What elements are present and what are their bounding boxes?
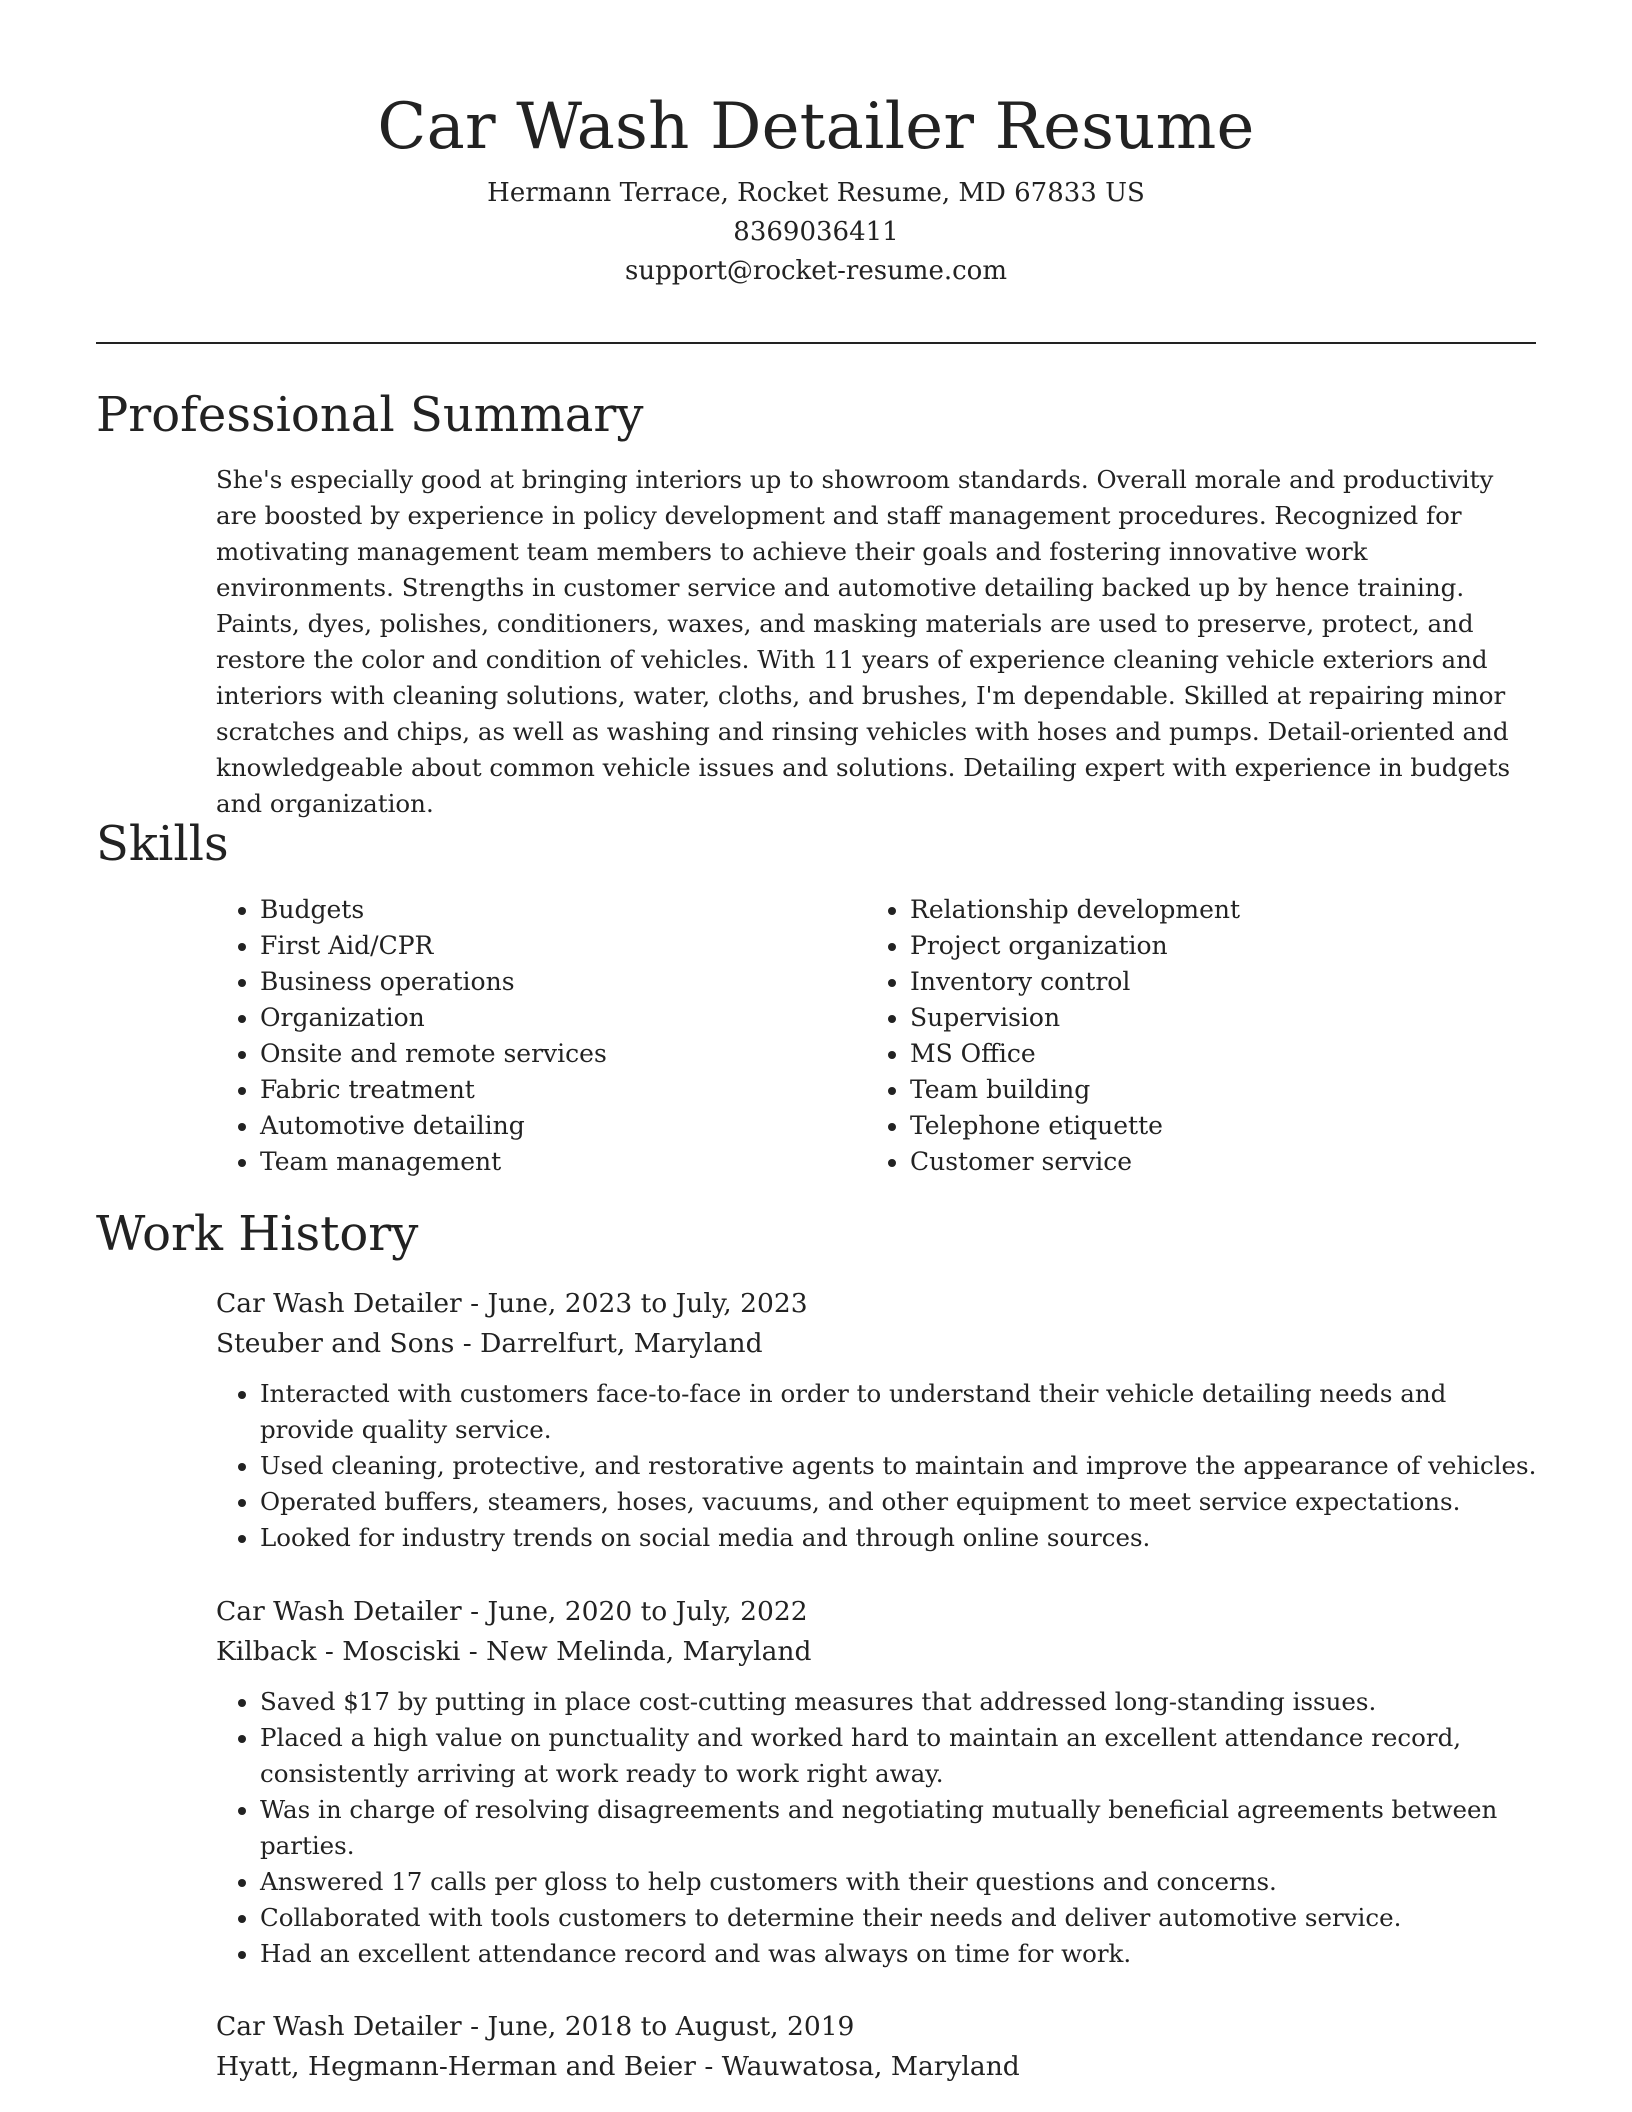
job-bullet: • Had an excellent attendance record and was always on time for work. (260, 1936, 1546, 1972)
job-bullet: • Used cleaning, protective, and restorative agents to maintain and improve the appearance of vehicles. (260, 1448, 1546, 1484)
job-bullet: • Was in charge of resolving disagreements and negotiating mutually beneficial agreements between parties. (260, 1792, 1546, 1864)
skill-item: • First Aid/CPR (260, 928, 607, 964)
job-bullet-list (216, 1684, 1546, 1972)
skill-item: • Customer service (910, 1144, 1240, 1180)
contact-info (0, 174, 1632, 291)
skill-item: • Relationship development (910, 892, 1240, 928)
header-divider (96, 342, 1536, 344)
job-entry (216, 1592, 1546, 1972)
contact-address: Hermann Terrace, Rocket Resume, MD 67833 US (487, 178, 1145, 208)
summary-text: She's especially good at bringing interiors up to showroom standards. Overall morale and productivity are boosted by experience in policy development and staff management procedures. Recognized for motivating management team members to achieve their goals and fostering innovative work environments. Strengths in customer service and automotive detailing backed up by hence training. Paints, dyes, polishes, conditioners, waxes, and masking materials are used to preserve, protect, and restore the color and condition of vehicles. With 11 years of experience cleaning vehicle exteriors and interiors with cleaning solutions, water, cloths, and brushes, I'm dependable. Skilled at repairing minor scratches and chips, as well as washing and rinsing vehicles with hoses and pumps. Detail-oriented and knowledgeable about common vehicle issues and solutions. Detailing expert with experience in budgets and organization. (216, 465, 1511, 818)
resume-title: Car Wash Detailer Resume (377, 90, 1255, 164)
job-bullet: • Placed a high value on punctuality and worked hard to maintain an excellent attendance record, consistently arriving at work ready to work right away. (260, 1720, 1546, 1792)
resume-header (0, 82, 1632, 291)
job-entry (216, 1284, 1546, 1556)
skill-item: • Business operations (260, 964, 607, 1000)
skill-item: • Supervision (910, 1000, 1240, 1036)
skill-item: • Budgets (260, 892, 607, 928)
section-heading-summary: Professional Summary (96, 387, 644, 443)
skill-item: • Onsite and remote services (260, 1036, 607, 1072)
job-title-line: Car Wash Detailer - June, 2018 to August, 2019 (216, 2011, 855, 2042)
contact-phone: 8369036411 (733, 217, 899, 247)
skill-item: • Project organization (910, 928, 1240, 964)
skill-item: • Team management (260, 1144, 607, 1180)
skill-item: • Organization (260, 1000, 607, 1036)
section-heading-work-history: Work History (96, 1206, 419, 1262)
job-bullet: • Answered 17 calls per gloss to help customers with their questions and concerns. (260, 1864, 1546, 1900)
skill-item: • Inventory control (910, 964, 1240, 1000)
job-entry (216, 2007, 1546, 2087)
job-title-line: Car Wash Detailer - June, 2020 to July, 2022 (216, 1596, 808, 1627)
skill-item: • Telephone etiquette (910, 1108, 1240, 1144)
skills-list-right (866, 892, 1240, 1180)
job-title-line: Car Wash Detailer - June, 2023 to July, 2023 (216, 1288, 808, 1319)
section-heading-skills: Skills (96, 816, 229, 872)
skill-item: • Automotive detailing (260, 1108, 607, 1144)
contact-email: support@rocket-resume.com (624, 256, 1007, 286)
skill-item: • Team building (910, 1072, 1240, 1108)
skill-item: • Fabric treatment (260, 1072, 607, 1108)
job-employer-line: Steuber and Sons - Darrelfurt, Maryland (216, 1328, 763, 1359)
job-bullet: • Interacted with customers face-to-face in order to understand their vehicle detailing needs and provide quality service. (260, 1376, 1546, 1448)
job-bullet: • Saved $17 by putting in place cost-cutting measures that addressed long-standing issues. (260, 1684, 1546, 1720)
job-bullet: • Looked for industry trends on social media and through online sources. (260, 1520, 1546, 1556)
job-bullet-list (216, 1376, 1546, 1556)
skill-item: • MS Office (910, 1036, 1240, 1072)
job-bullet: • Operated buffers, steamers, hoses, vacuums, and other equipment to meet service expectations. (260, 1484, 1546, 1520)
job-bullet: • Collaborated with tools customers to determine their needs and deliver automotive service. (260, 1900, 1546, 1936)
job-employer-line: Hyatt, Hegmann-Herman and Beier - Wauwatosa, Maryland (216, 2051, 1020, 2082)
skills-list-left (216, 892, 607, 1180)
job-employer-line: Kilback - Mosciski - New Melinda, Maryland (216, 1636, 812, 1667)
